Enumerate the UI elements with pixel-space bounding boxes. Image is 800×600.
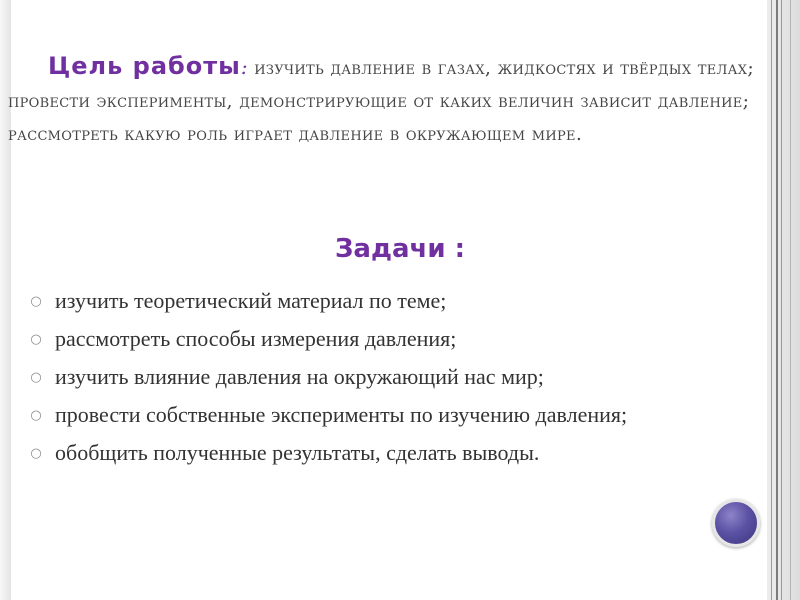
list-item [30,358,627,396]
task-text: рассмотреть способы измерения давления; [55,326,457,351]
task-text: провести собственные эксперименты по изучению давления; [55,402,628,427]
tasks-list [30,282,627,472]
nav-circle-icon[interactable] [712,499,760,547]
right-decorative-line [790,0,791,600]
tasks-title: Задачи : [334,234,466,264]
right-decorative-line [771,0,772,600]
list-item [30,320,627,358]
purpose-colon: : [240,55,248,79]
right-decorative-line [781,0,782,600]
bullet-icon: ○ [30,407,42,423]
bullet-icon: ○ [30,369,42,385]
list-item [30,434,627,472]
right-decorative-line [776,0,778,600]
bullet-icon: ○ [30,331,42,347]
task-text: изучить влияние давления на окружающий нас мир; [55,364,544,389]
bullet-icon: ○ [30,293,42,309]
purpose-paragraph [8,50,764,151]
task-text: обобщить полученные результаты, сделать выводы. [55,440,540,465]
list-item [30,282,627,320]
task-text: изучить теоретический материал по теме; [55,288,447,313]
purpose-label: Цель работы [48,52,241,80]
list-item [30,396,627,434]
purpose-text: изучить давление в газах, жидкостях и твёрдых телах; провести эксперименты, демонстрирующие от каких величин зависит давление; рассмотреть какую роль играет давление в окружающем мире. [8,57,755,145]
bullet-icon: ○ [30,445,42,461]
